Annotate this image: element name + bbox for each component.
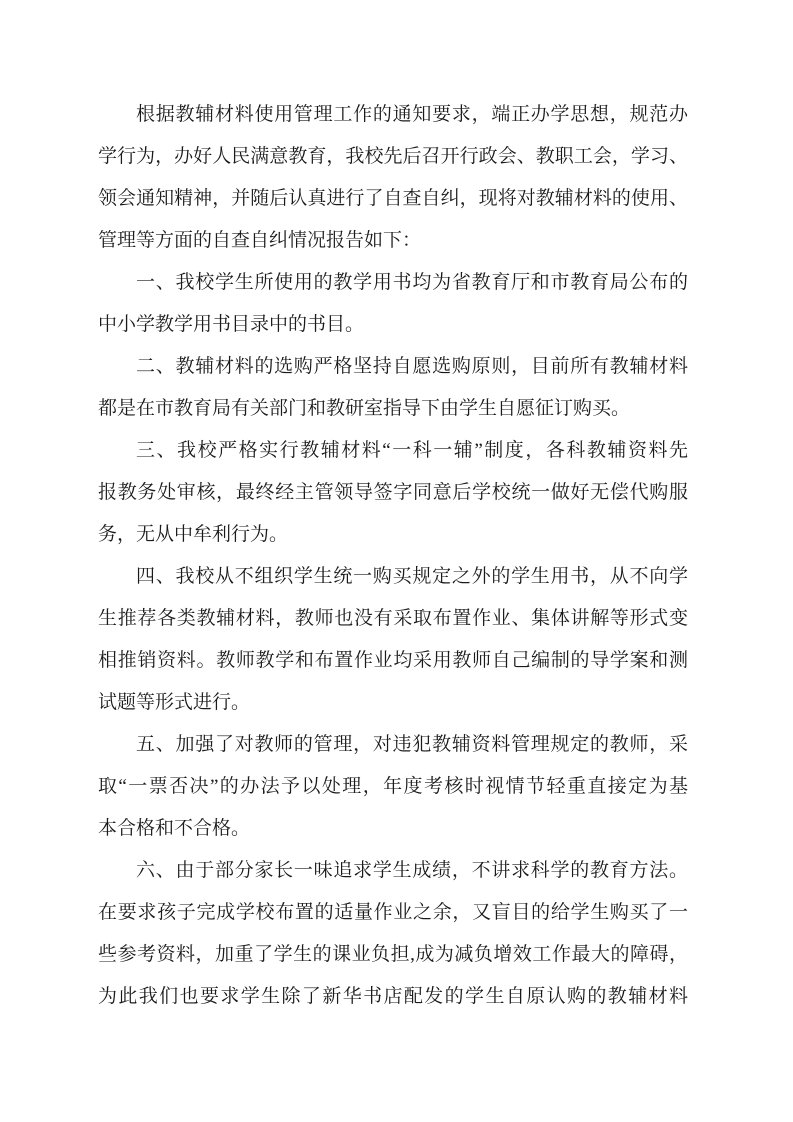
text-line: 三、我校严格实行教辅材料“一科一辅”制度，各科教辅资料先 (136, 440, 688, 461)
text-line: 相推销资料。教师教学和布置作业均采用教师自己编制的导学案和测 (98, 650, 688, 671)
paragraph-7 (98, 850, 688, 1018)
text-line: 二、教辅材料的选购严格坚持自愿选购原则，目前所有教辅材料 (136, 356, 688, 377)
text-line: 试题等形式进行。 (98, 692, 251, 713)
text-line: 四、我校从不组织学生统一购买规定之外的学生用书，从不向学 (136, 566, 688, 587)
text-line: 学行为，办好人民满意教育，我校先后召开行政会、教职工会，学习、 (98, 146, 688, 167)
text-line: 六、由于部分家长一味追求学生成绩，不讲求科学的教育方法。 (136, 860, 688, 881)
paragraph-2 (98, 262, 688, 346)
text-line: 一、我校学生所使用的教学用书均为省教育厅和市教育局公布的 (136, 272, 688, 293)
paragraph-6 (98, 724, 688, 850)
paragraph-3 (98, 346, 688, 430)
document-body (98, 94, 688, 1018)
text-line: 取“一票否决”的办法予以处理，年度考核时视情节轻重直接定为基 (98, 776, 688, 797)
text-line: 根据教辅材料使用管理工作的通知要求，端正办学思想，规范办 (136, 104, 688, 125)
text-line: 为此我们也要求学生除了新华书店配发的学生自原认购的教辅材料 (98, 986, 688, 1007)
text-line: 生推荐各类教辅材料，教师也没有采取布置作业、集体讲解等形式变 (98, 608, 688, 629)
text-line: 中小学教学用书目录中的书目。 (98, 314, 365, 335)
text-line: 务，无从中牟利行为。 (98, 524, 289, 545)
text-line: 领会通知精神，并随后认真进行了自查自纠，现将对教辅材料的使用、 (98, 188, 688, 209)
paragraph-5 (98, 556, 688, 724)
text-line: 本合格和不合格。 (98, 818, 251, 839)
paragraph-4 (98, 430, 688, 556)
text-line: 在要求孩子完成学校布置的适量作业之余，又盲目的给学生购买了一 (98, 902, 688, 923)
text-line: 管理等方面的自查自纠情况报告如下： (98, 230, 422, 251)
paragraph-1 (98, 94, 688, 262)
text-line: 都是在市教育局有关部门和教研室指导下由学生自愿征订购买。 (98, 398, 631, 419)
text-line: 报教务处审核，最终经主管领导签字同意后学校统一做好无偿代购服 (98, 482, 688, 503)
text-line: 些参考资料，加重了学生的课业负担,成为减负增效工作最大的障碍， (98, 944, 688, 965)
text-line: 五、加强了对教师的管理，对违犯教辅资料管理规定的教师，采 (136, 734, 688, 755)
